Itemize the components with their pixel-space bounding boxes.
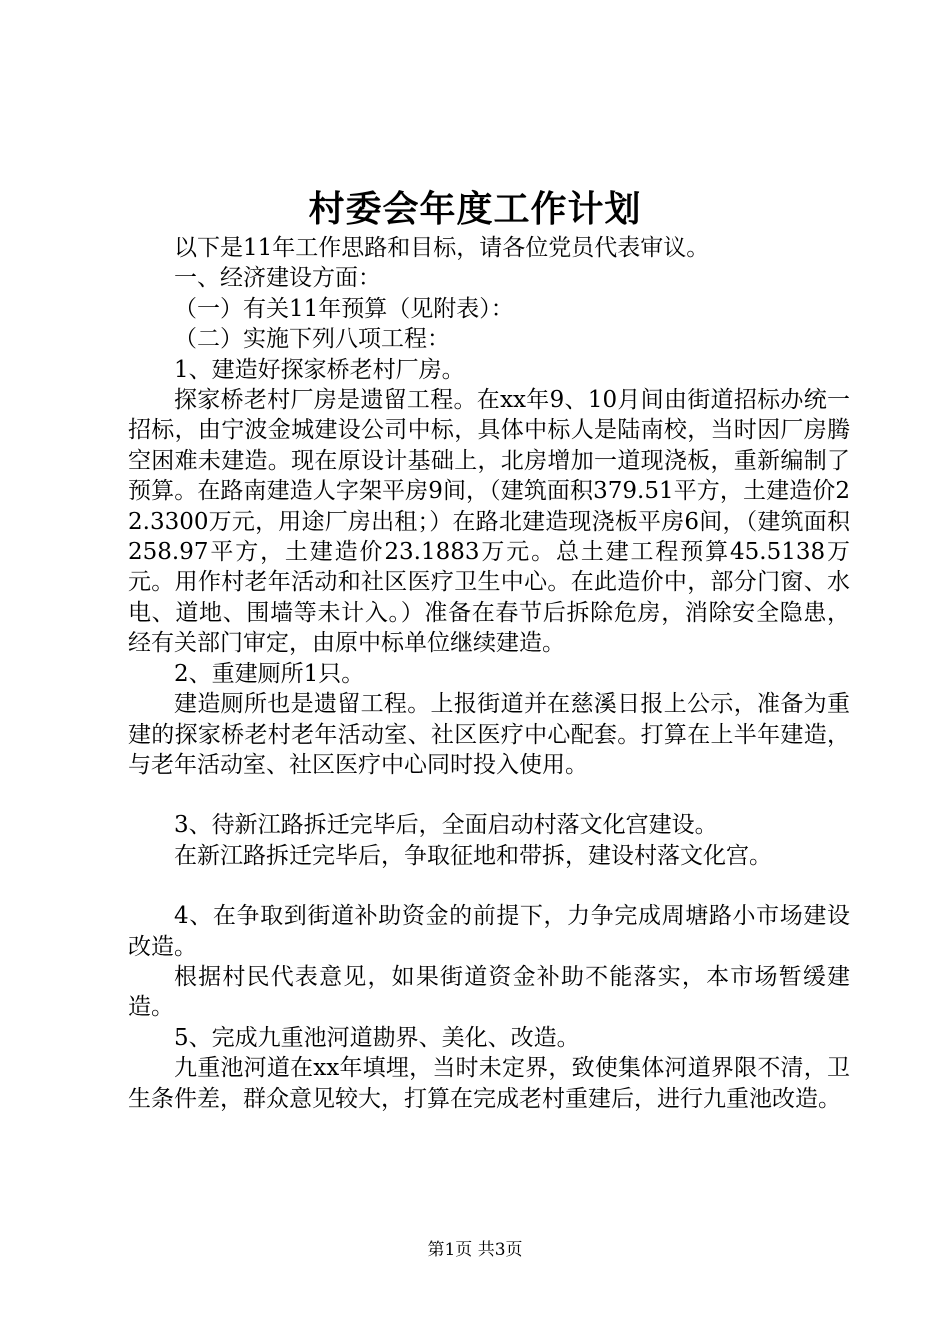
- document-body: [128, 233, 850, 1114]
- paragraph-budget: （一）有关11年预算（见附表）：: [174, 295, 514, 322]
- page-footer: 第1页 共3页: [427, 1240, 523, 1260]
- paragraph-item-5-body: 九重池河道在xx年填埋，当时未定界，致使集体河道界限不清，卫生条件差，群众意见较大，打算在完成老村重建后，进行九重池改造。: [128, 1055, 850, 1112]
- paragraph-projects-heading: （二）实施下列八项工程：: [174, 326, 450, 353]
- paragraph-item-4-body: 根据村民代表意见，如果街道资金补助不能落实，本市场暂缓建造。: [128, 963, 850, 1021]
- paragraph-intro: 以下是11年工作思路和目标，请各位党员代表审议。: [174, 235, 710, 261]
- paragraph-item-1-body: 探家桥老村厂房是遗留工程。在xx年9、10月间由街道招标办统一招标，由宁波金城建设公司中标，具体中标人是陆南校，当时因厂房腾空困难未建造。现在原设计基础上，北房增加一道现浇板，重新编制了预算。在路南建造人字架平房9间，（建筑面积379.51平方，土建造价22.3300万元，用途厂房出租；）在路北建造现浇板平房6间，（建筑面积258.97平方，土建造价23.1883万元。总土建工程预算45.5138万元。用作村老年活动和社区医疗卫生中心。在此造价中，部分门窗、水电、道地、围墙等未计入。）准备在春节后拆除危房，消除安全隐患，经有关部门审定，由原中标单位继续建造。: [128, 387, 850, 657]
- paragraph-item-2-heading: 2、重建厕所1只。: [174, 660, 365, 687]
- paragraph-item-5-heading: 5、完成九重池河道勘界、美化、改造。: [174, 1024, 580, 1051]
- paragraph-item-1-heading: 1、建造好探家桥老村厂房。: [174, 356, 465, 383]
- paragraph-item-4-heading: 4、在争取到街道补助资金的前提下，力争完成周塘路小市场建设改造。: [128, 903, 850, 960]
- paragraph-item-3-heading: 3、待新江路拆迁完毕后，全面启动村落文化宫建设。: [174, 812, 718, 839]
- paragraph-section-heading: 一、经济建设方面：: [174, 265, 381, 292]
- paragraph-item-3-body: 在新江路拆迁完毕后，争取征地和带拆，建设村落文化宫。: [174, 842, 772, 869]
- paragraph-item-2-body: 建造厕所也是遗留工程。上报街道并在慈溪日报上公示，准备为重建的探家桥老村老年活动室、社区医疗中心配套。打算在上半年建造，与老年活动室、社区医疗中心同时投入使用。: [128, 691, 850, 778]
- document-title: 村委会年度工作计划: [308, 188, 642, 230]
